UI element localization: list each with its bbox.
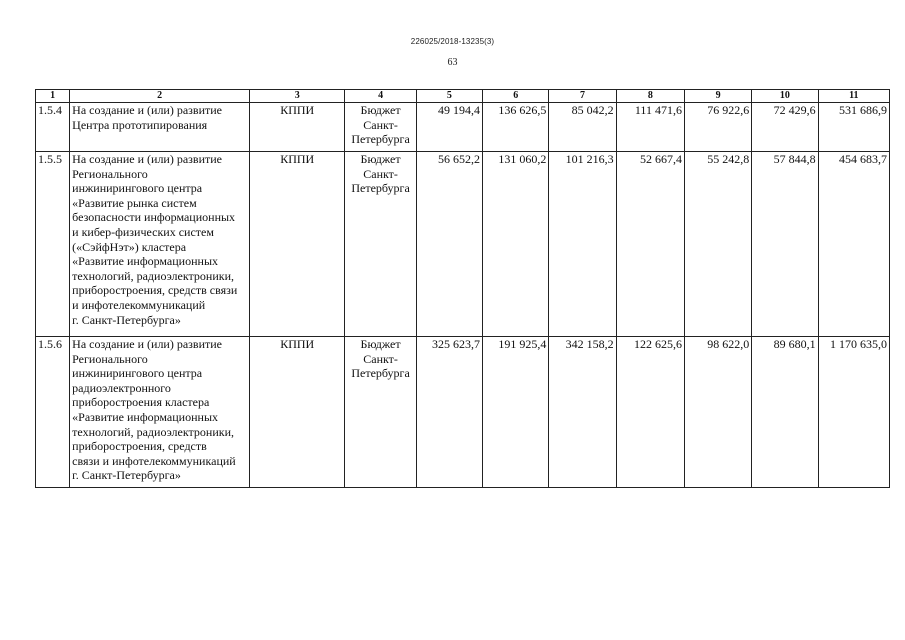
total-cell: 454 683,7	[818, 152, 889, 337]
row-source: Бюджет Санкт-Петербурга	[345, 152, 416, 337]
total-cell: 531 686,9	[818, 103, 889, 152]
table-row	[36, 337, 890, 488]
row-name-line: «Развитие информационных	[72, 409, 219, 424]
row-name-line: Регионального	[72, 351, 148, 366]
row-number: 1.5.6	[36, 337, 70, 488]
row-name	[70, 337, 250, 488]
value-cell: 98 622,0	[684, 337, 751, 488]
row-name-line: г. Санкт-Петербурга»	[72, 312, 181, 327]
row-name-line: и кибер-физических систем	[72, 224, 214, 239]
value-cell: 191 925,4	[483, 337, 549, 488]
column-header: 7	[549, 90, 616, 103]
budget-table	[35, 89, 890, 488]
value-cell: 57 844,8	[752, 152, 818, 337]
value-cell: 111 471,6	[616, 103, 684, 152]
row-name-line: («СэйфНэт») кластера	[72, 239, 187, 254]
row-name-line: приборостроения, средств связи	[72, 283, 238, 298]
value-cell: 342 158,2	[549, 337, 616, 488]
document-id: 226025/2018-13235(3)	[410, 37, 495, 46]
row-number: 1.5.4	[36, 103, 70, 152]
row-source: Бюджет Санкт-Петербурга	[345, 337, 416, 488]
column-header: 2	[70, 90, 250, 103]
value-cell: 76 922,6	[684, 103, 751, 152]
value-cell: 325 623,7	[416, 337, 482, 488]
table-row	[36, 103, 890, 152]
row-name-line: приборостроения, средств	[72, 439, 207, 454]
column-header: 6	[483, 90, 549, 103]
value-cell: 101 216,3	[549, 152, 616, 337]
value-cell: 131 060,2	[483, 152, 549, 337]
row-name-line: Центра прототипирования	[72, 117, 208, 132]
row-name-line: г. Санкт-Петербурга»	[72, 468, 181, 483]
row-type: КППИ	[249, 103, 344, 152]
row-name-line: технологий, радиоэлектроники,	[72, 268, 234, 283]
column-header: 3	[249, 90, 344, 103]
column-header: 10	[752, 90, 818, 103]
column-header: 4	[345, 90, 416, 103]
value-cell: 136 626,5	[483, 103, 549, 152]
column-header: 8	[616, 90, 684, 103]
row-name-line: На создание и (или) развитие	[72, 103, 222, 117]
value-cell: 49 194,4	[416, 103, 482, 152]
row-name-line: инжинирингового центра	[72, 181, 203, 196]
value-cell: 55 242,8	[684, 152, 751, 337]
row-name	[70, 103, 250, 152]
row-name-line: технологий, радиоэлектроники,	[72, 424, 234, 439]
row-source: Бюджет Санкт-Петербурга	[345, 103, 416, 152]
column-header: 1	[36, 90, 70, 103]
column-header-row	[36, 90, 890, 103]
column-header: 5	[416, 90, 482, 103]
row-name-line: На создание и (или) развитие	[72, 152, 222, 166]
page-number: 63	[447, 57, 458, 68]
row-name	[70, 152, 250, 337]
row-name-line: «Развитие информационных	[72, 254, 219, 269]
column-header: 9	[684, 90, 751, 103]
row-name-line: приборостроения кластера	[72, 395, 210, 410]
value-cell: 85 042,2	[549, 103, 616, 152]
row-name-line: Регионального	[72, 166, 148, 181]
row-name-line: безопасности информационных	[72, 210, 236, 225]
row-name-line: радиоэлектронного	[72, 380, 171, 395]
value-cell: 89 680,1	[752, 337, 818, 488]
row-name-line: На создание и (или) развитие	[72, 337, 222, 351]
value-cell: 72 429,6	[752, 103, 818, 152]
row-type: КППИ	[249, 152, 344, 337]
row-name-line: «Развитие рынка систем	[72, 195, 197, 210]
column-header: 11	[818, 90, 889, 103]
row-name-line: инжинирингового центра	[72, 366, 203, 381]
row-name-line: и инфотелекоммуникаций	[72, 297, 206, 312]
row-type: КППИ	[249, 337, 344, 488]
total-cell: 1 170 635,0	[818, 337, 889, 488]
value-cell: 52 667,4	[616, 152, 684, 337]
row-number: 1.5.5	[36, 152, 70, 337]
value-cell: 122 625,6	[616, 337, 684, 488]
row-name-line: связи и инфотелекоммуникаций	[72, 453, 236, 468]
table-row	[36, 152, 890, 337]
value-cell: 56 652,2	[416, 152, 482, 337]
